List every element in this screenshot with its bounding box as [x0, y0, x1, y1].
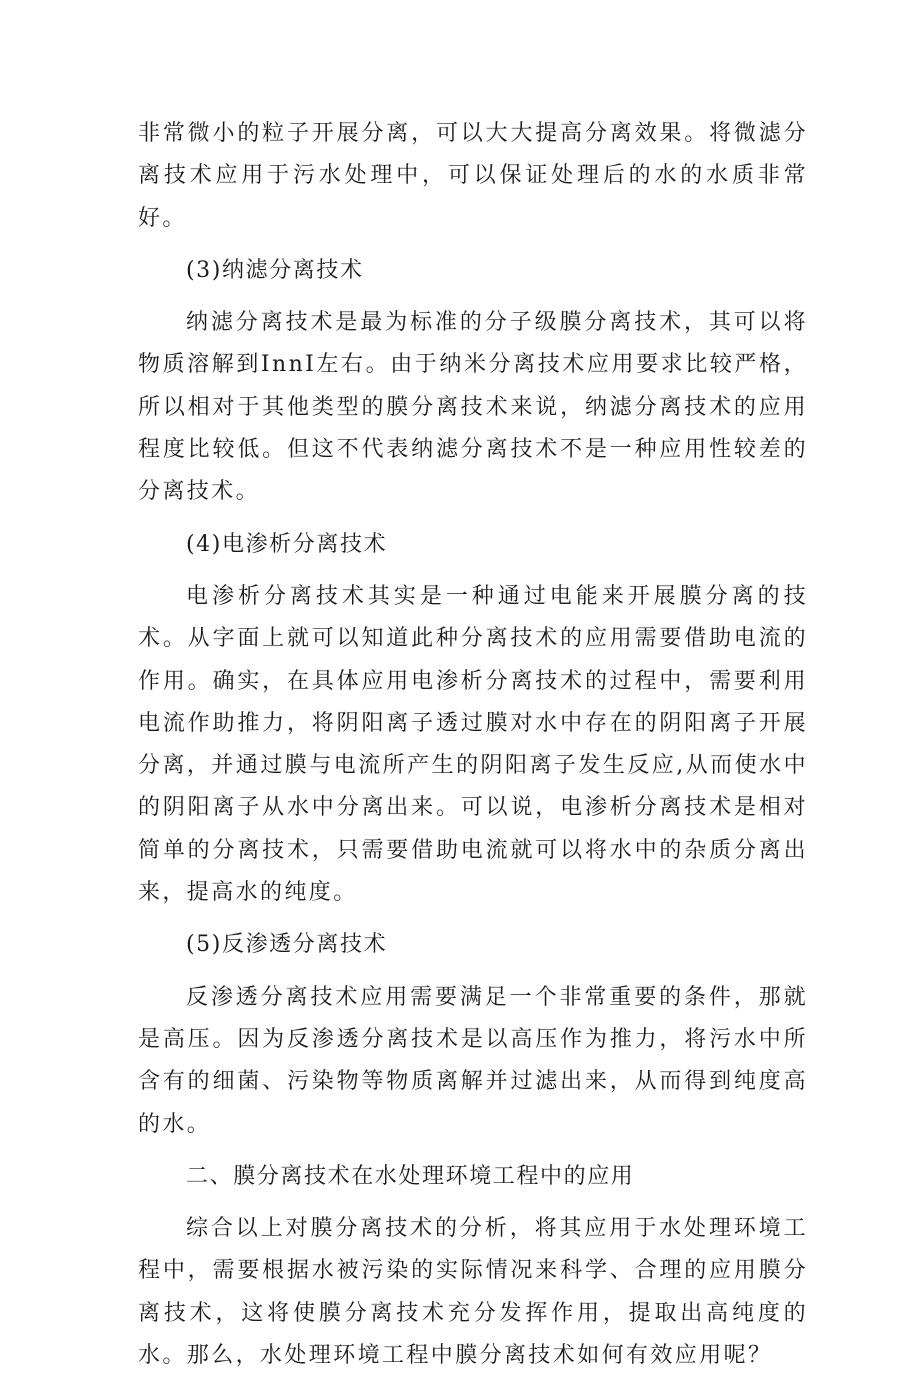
paragraph-microfiltration-cont: 非常微小的粒子开展分离，可以大大提高分离效果。将微滤分离技术应用于污水处理中，可以保证处理后的水的水质非常好。	[138, 121, 808, 231]
paragraph-section-two: 综合以上对膜分离技术的分析，将其应用于水处理环境工程中，需要根据水被污染的实际情况来科学、合理的应用膜分离技术，这将使膜分离技术充分发挥作用，提取出高纯度的水。那么，水处理环境工程中膜分离技术如何有效应用呢？	[138, 1216, 808, 1369]
heading-electrodialysis: (4)电渗析分离技术	[186, 531, 388, 557]
document-page	[138, 113, 808, 1377]
heading-reverse-osmosis: (5)反渗透分离技术	[186, 932, 388, 958]
heading-nanofiltration: (3)纳滤分离技术	[186, 257, 364, 283]
paragraph-nanofiltration: 纳滤分离技术是最为标准的分子级膜分离技术，其可以将物质溶解到InnI左右。由于纳米分离技术应用要求比较严格，所以相对于其他类型的膜分离技术来说，纳滤分离技术的应用程度比较低。但这不代表纳滤分离技术不是一种应用性较差的分离技术。	[138, 310, 808, 505]
paragraph-electrodialysis: 电渗析分离技术其实是一种通过电能来开展膜分离的技术。从字面上就可以知道此种分离技术的应用需要借助电流的作用。确实，在具体应用电渗析分离技术的过程中，需要利用电流作助推力，将阴阳离子透过膜对水中存在的阴阳离子开展分离，并通过膜与电流所产生的阴阳离子发生反应,从而使水中的阴阳离子从水中分离出来。可以说，电渗析分离技术是相对简单的分离技术，只需要借助电流就可以将水中的杂质分离出来，提高水的纯度。	[138, 583, 808, 906]
heading-section-two: 二、膜分离技术在水处理环境工程中的应用	[186, 1163, 635, 1189]
paragraph-reverse-osmosis: 反渗透分离技术应用需要满足一个非常重要的条件，那就是高压。因为反渗透分离技术是以高压作为推力，将污水中所含有的细菌、污染物等物质离解并过滤出来，从而得到纯度高的水。	[138, 984, 808, 1137]
